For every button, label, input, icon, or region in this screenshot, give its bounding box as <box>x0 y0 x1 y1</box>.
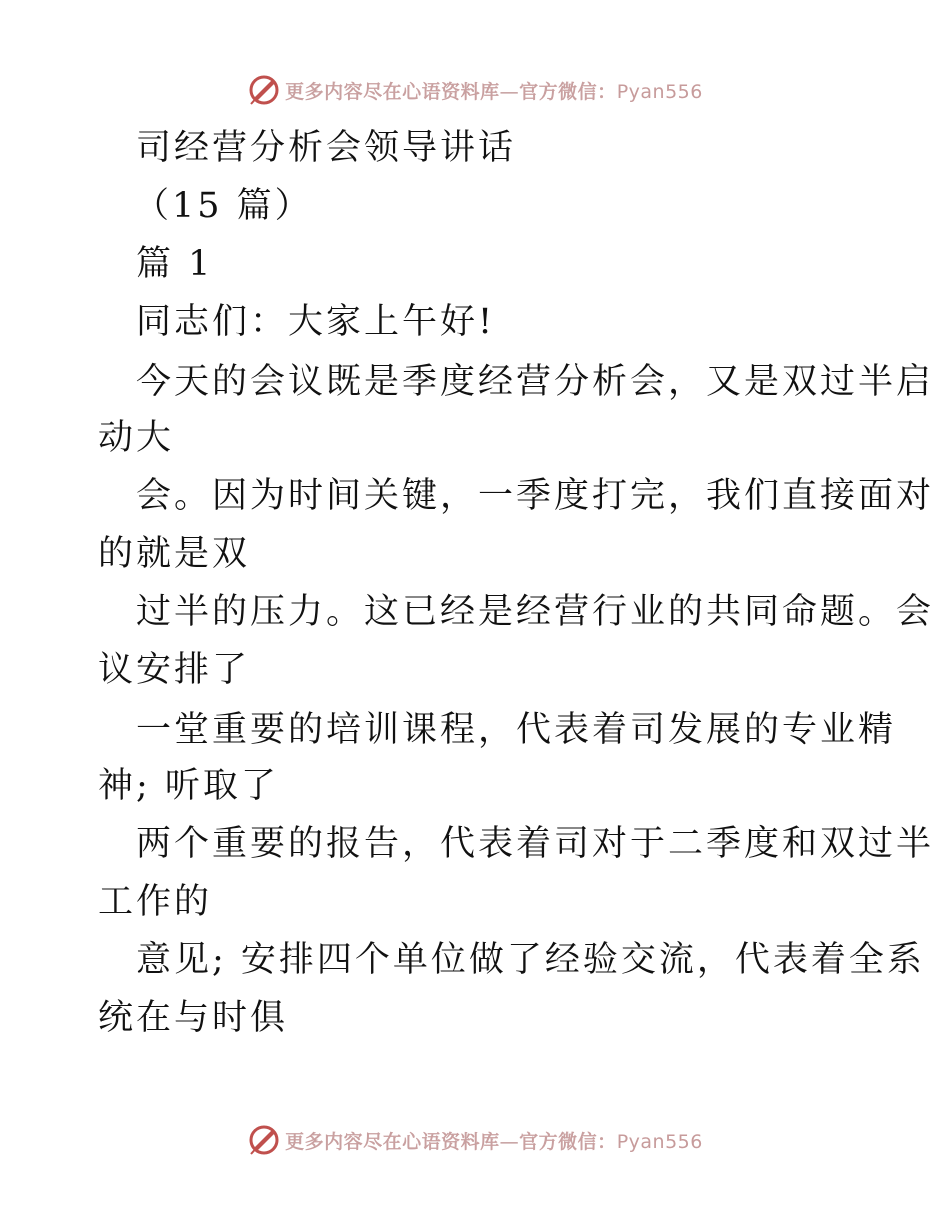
greeting: 同志们：大家上午好! <box>136 302 496 342</box>
quill-pen-logo-icon <box>247 1123 281 1157</box>
paragraph-line: 工作的 <box>98 882 213 922</box>
paragraph-line: 神; 听取了 <box>98 766 279 806</box>
paragraph-line: 今天的会议既是季度经营分析会，又是双过半启 <box>136 362 935 402</box>
paragraph-line: 过半的压力。这已经是经营行业的共同命题。会 <box>136 592 935 632</box>
document-title: 司经营分析会领导讲话 <box>136 128 517 168</box>
paragraph-line: 议安排了 <box>98 650 251 690</box>
paragraph-line: 动大 <box>98 418 175 458</box>
banner-text: 更多内容尽在心语资料库—官方微信：Pyan556 <box>285 80 703 103</box>
paragraph-line: 一堂重要的培训课程，代表着司发展的专业精 <box>136 710 897 750</box>
section-heading: 篇 1 <box>136 244 214 284</box>
document-count: （15 篇） <box>134 186 313 226</box>
footer-banner <box>0 1120 950 1160</box>
paragraph-line: 统在与时俱 <box>98 998 289 1038</box>
paragraph-line: 两个重要的报告，代表着司对于二季度和双过半 <box>136 824 935 864</box>
banner-text: 更多内容尽在心语资料库—官方微信：Pyan556 <box>285 1130 703 1153</box>
paragraph-line: 的就是双 <box>98 534 251 574</box>
paragraph-line: 会。因为时间关键，一季度打完，我们直接面对 <box>136 476 935 516</box>
paragraph-line: 意见; 安排四个单位做了经验交流，代表着全系 <box>136 940 925 980</box>
